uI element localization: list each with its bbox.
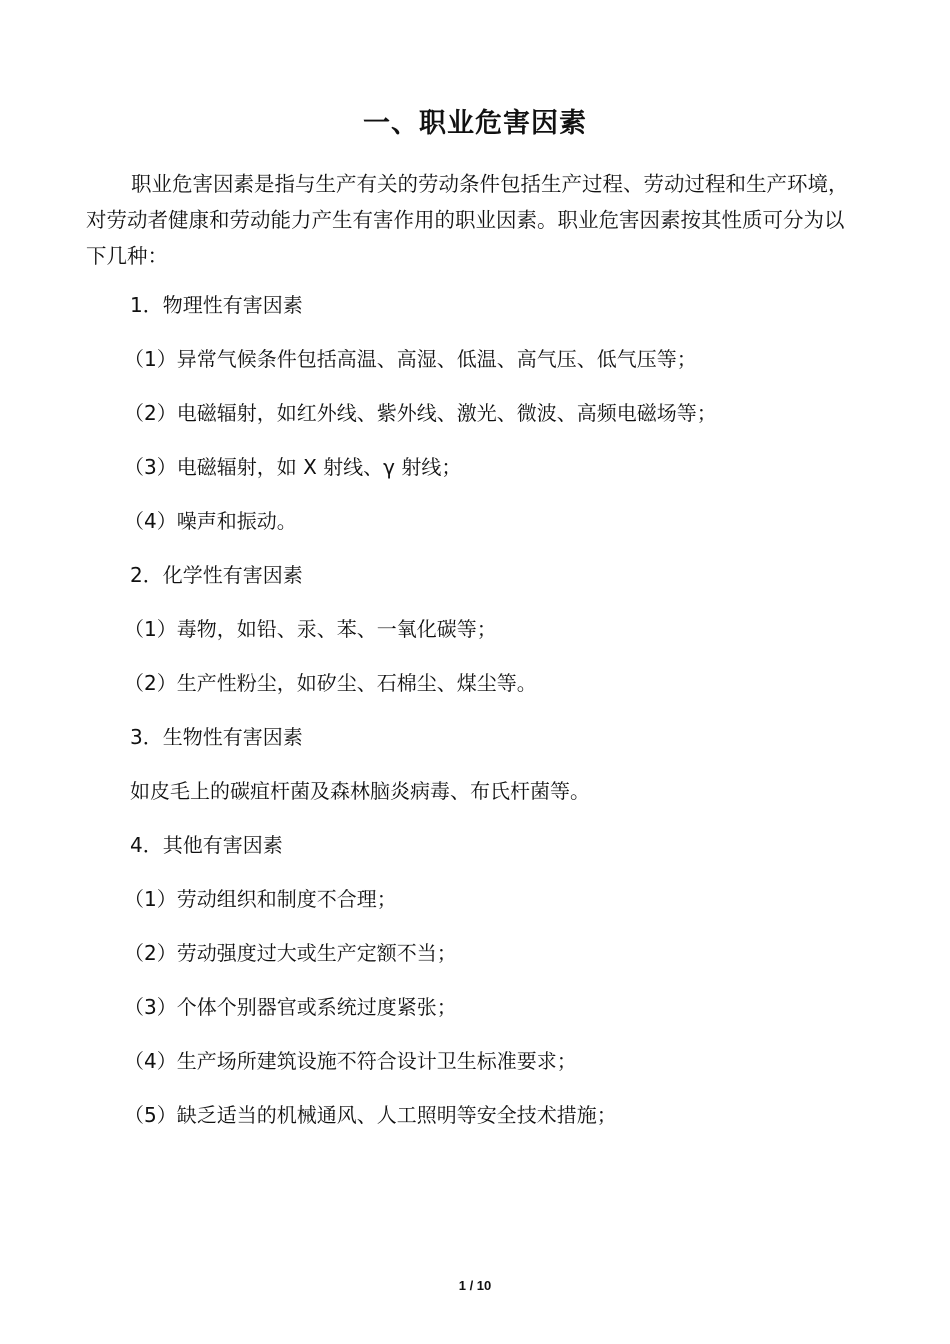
- list-item: （4）生产场所建筑设施不符合设计卫生标准要求；: [124, 1049, 577, 1073]
- list-item: （1）毒物，如铅、汞、苯、一氧化碳等；: [124, 617, 497, 641]
- list-item: （1）异常气候条件包括高温、高湿、低温、高气压、低气压等；: [124, 347, 697, 371]
- section-heading-other: 4．其他有害因素: [130, 833, 283, 857]
- list-item: （3）电磁辐射，如 X 射线、γ 射线；: [124, 455, 462, 479]
- list-item: （2）电磁辐射，如红外线、紫外线、激光、微波、高频电磁场等；: [124, 401, 717, 425]
- page-title: 一、职业危害因素: [363, 108, 587, 139]
- section-heading-physical: 1．物理性有害因素: [130, 293, 303, 317]
- section-heading-chemical: 2．化学性有害因素: [130, 563, 303, 587]
- section-heading-biological: 3．生物性有害因素: [130, 725, 303, 749]
- list-item: （4）噪声和振动。: [124, 509, 297, 533]
- list-item: （1）劳动组织和制度不合理；: [124, 887, 397, 911]
- list-item: 如皮毛上的碳疽杆菌及森林脑炎病毒、布氏杆菌等。: [130, 779, 590, 803]
- intro-paragraph: 职业危害因素是指与生产有关的劳动条件包括生产过程、劳动过程和生产环境，对劳动者健康和劳动能力产生有害作用的职业因素。职业危害因素按其性质可分为以下几种：: [86, 172, 849, 268]
- list-item: （2）劳动强度过大或生产定额不当；: [124, 941, 457, 965]
- list-item: （2）生产性粉尘，如矽尘、石棉尘、煤尘等。: [124, 671, 537, 695]
- list-item: （3）个体个别器官或系统过度紧张；: [124, 995, 457, 1019]
- page-number: 1 / 10: [458, 1278, 492, 1293]
- list-item: （5）缺乏适当的机械通风、人工照明等安全技术措施；: [124, 1103, 617, 1127]
